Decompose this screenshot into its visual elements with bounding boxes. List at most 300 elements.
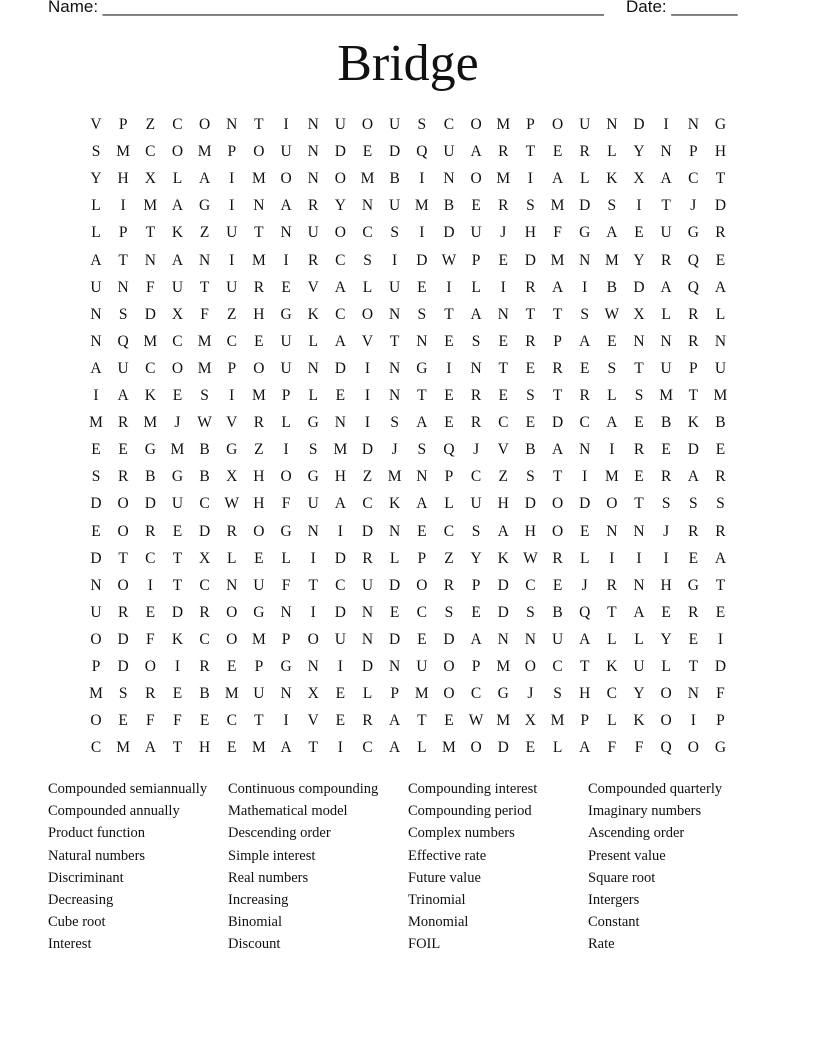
grid-letter[interactable]: T <box>308 739 318 757</box>
grid-letter[interactable]: R <box>145 685 156 703</box>
grid-letter[interactable]: N <box>280 603 292 621</box>
grid-letter[interactable]: M <box>170 441 185 459</box>
grid-letter[interactable]: F <box>145 630 155 648</box>
grid-letter[interactable]: A <box>660 170 672 188</box>
grid-letter[interactable]: G <box>280 658 292 675</box>
grid-letter[interactable]: L <box>91 197 101 215</box>
grid-letter[interactable]: S <box>553 685 562 703</box>
grid-letter[interactable]: D <box>714 658 727 675</box>
grid-letter[interactable]: H <box>714 143 727 161</box>
grid-letter[interactable]: V <box>307 278 319 296</box>
grid-letter[interactable]: O <box>334 224 346 242</box>
grid-letter[interactable]: A <box>389 712 401 730</box>
grid-letter[interactable]: G <box>416 359 428 377</box>
grid-letter[interactable]: O <box>90 712 102 730</box>
grid-letter[interactable]: I <box>364 414 371 432</box>
grid-letter[interactable]: N <box>633 332 645 350</box>
grid-letter[interactable]: I <box>229 170 235 188</box>
grid-letter[interactable]: G <box>687 224 699 242</box>
grid-letter[interactable]: R <box>525 332 536 350</box>
grid-letter[interactable]: A <box>579 739 591 757</box>
grid-letter[interactable]: N <box>117 278 129 296</box>
date-field-label[interactable]: Date: _______ <box>626 0 738 16</box>
grid-letter[interactable]: E <box>688 549 699 567</box>
grid-letter[interactable]: Y <box>470 549 482 567</box>
grid-letter[interactable]: M <box>333 441 348 459</box>
grid-letter[interactable]: Y <box>334 197 346 215</box>
grid-letter[interactable]: D <box>117 658 129 675</box>
grid-letter[interactable]: T <box>308 576 318 594</box>
grid-letter[interactable]: C <box>90 739 102 757</box>
grid-letter[interactable]: I <box>419 224 425 242</box>
grid-letter[interactable]: O <box>117 522 129 540</box>
grid-letter[interactable]: P <box>444 468 454 486</box>
grid-letter[interactable]: O <box>443 658 455 675</box>
grid-letter[interactable]: E <box>661 441 671 459</box>
grid-letter[interactable]: N <box>307 170 319 188</box>
grid-letter[interactable]: S <box>118 685 128 703</box>
grid-letter[interactable]: N <box>443 170 455 188</box>
grid-letter[interactable]: R <box>660 251 672 269</box>
grid-letter[interactable]: U <box>551 630 564 648</box>
grid-letter[interactable]: M <box>251 630 266 648</box>
grid-letter[interactable]: D <box>361 441 374 459</box>
grid-letter[interactable]: B <box>715 414 726 432</box>
grid-letter[interactable]: E <box>362 143 373 161</box>
grid-letter[interactable]: G <box>280 522 292 540</box>
grid-letter[interactable]: M <box>143 332 158 350</box>
grid-letter[interactable]: C <box>226 332 237 350</box>
grid-letter[interactable]: O <box>470 116 482 133</box>
grid-letter[interactable]: M <box>251 170 266 188</box>
grid-letter[interactable]: F <box>553 224 562 242</box>
grid-letter[interactable]: D <box>524 251 536 269</box>
grid-letter[interactable]: R <box>715 224 726 242</box>
grid-letter[interactable]: C <box>226 712 237 730</box>
grid-letter[interactable]: B <box>660 414 672 432</box>
grid-letter[interactable]: T <box>389 332 400 350</box>
grid-letter[interactable]: P <box>471 658 481 675</box>
grid-letter[interactable]: P <box>417 549 427 567</box>
grid-letter[interactable]: T <box>254 712 264 730</box>
grid-letter[interactable]: S <box>688 495 698 513</box>
grid-letter[interactable]: N <box>389 522 401 540</box>
grid-letter[interactable]: O <box>253 143 265 161</box>
grid-letter[interactable]: E <box>498 251 508 269</box>
grid-letter[interactable]: U <box>361 576 374 594</box>
grid-letter[interactable]: E <box>335 387 346 404</box>
grid-letter[interactable]: P <box>553 332 562 350</box>
grid-letter[interactable]: N <box>90 576 102 594</box>
grid-letter[interactable]: H <box>198 739 211 757</box>
grid-letter[interactable]: L <box>308 332 318 350</box>
grid-letter[interactable]: I <box>717 630 724 648</box>
grid-letter[interactable]: U <box>660 224 672 242</box>
grid-letter[interactable]: G <box>497 685 509 703</box>
grid-letter[interactable]: O <box>171 359 184 377</box>
grid-letter[interactable]: N <box>714 332 727 350</box>
grid-letter[interactable]: N <box>198 251 211 269</box>
grid-letter[interactable]: O <box>660 712 672 730</box>
grid-letter[interactable]: Z <box>444 549 454 567</box>
grid-letter[interactable]: L <box>172 170 183 188</box>
grid-letter[interactable]: C <box>688 170 699 188</box>
grid-letter[interactable]: F <box>145 278 155 296</box>
grid-letter[interactable]: S <box>471 332 481 350</box>
grid-letter[interactable]: O <box>551 495 564 513</box>
grid-letter[interactable]: U <box>633 658 645 675</box>
grid-letter[interactable]: A <box>280 197 292 215</box>
grid-letter[interactable]: N <box>687 685 699 703</box>
grid-letter[interactable]: A <box>606 414 618 432</box>
grid-letter[interactable]: B <box>552 603 563 621</box>
grid-letter[interactable]: H <box>253 495 265 513</box>
grid-letter[interactable]: Q <box>443 441 455 459</box>
grid-letter[interactable]: R <box>525 278 536 296</box>
grid-letter[interactable]: U <box>389 197 401 215</box>
grid-letter[interactable]: Z <box>145 116 156 133</box>
grid-letter[interactable]: D <box>171 603 184 621</box>
grid-letter[interactable]: G <box>714 739 727 757</box>
grid-letter[interactable]: V <box>497 441 509 459</box>
grid-letter[interactable]: I <box>283 712 289 730</box>
grid-letter[interactable]: F <box>281 576 291 594</box>
grid-letter[interactable]: R <box>606 576 618 594</box>
grid-letter[interactable]: N <box>579 251 591 269</box>
grid-letter[interactable]: U <box>307 224 319 242</box>
grid-letter[interactable]: N <box>226 576 238 594</box>
grid-letter[interactable]: W <box>468 712 484 730</box>
grid-letter[interactable]: E <box>661 603 671 621</box>
grid-letter[interactable]: N <box>307 359 319 377</box>
grid-letter[interactable]: E <box>525 359 536 377</box>
grid-letter[interactable]: K <box>606 170 618 188</box>
grid-letter[interactable]: G <box>714 116 727 133</box>
grid-letter[interactable]: I <box>93 387 99 404</box>
grid-letter[interactable]: R <box>253 414 265 432</box>
grid-letter[interactable]: N <box>90 332 102 350</box>
grid-letter[interactable]: N <box>361 630 374 648</box>
grid-letter[interactable]: R <box>498 143 509 161</box>
grid-letter[interactable]: N <box>470 359 482 377</box>
grid-letter[interactable]: Z <box>227 305 237 323</box>
grid-letter[interactable]: T <box>688 658 699 675</box>
grid-letter[interactable]: S <box>607 197 617 215</box>
grid-letter[interactable]: J <box>663 522 670 540</box>
grid-letter[interactable]: U <box>416 658 428 675</box>
grid-letter[interactable]: L <box>417 739 427 757</box>
grid-letter[interactable]: K <box>606 658 618 675</box>
grid-letter[interactable]: E <box>688 630 699 648</box>
grid-letter[interactable]: U <box>470 495 482 513</box>
grid-letter[interactable]: I <box>663 549 669 567</box>
grid-letter[interactable]: E <box>417 522 427 540</box>
grid-letter[interactable]: T <box>172 549 183 567</box>
grid-letter[interactable]: T <box>525 143 536 161</box>
grid-letter[interactable]: T <box>607 603 617 621</box>
grid-letter[interactable]: S <box>417 305 427 323</box>
grid-letter[interactable]: T <box>118 251 128 269</box>
grid-letter[interactable]: M <box>414 197 429 215</box>
grid-letter[interactable]: N <box>389 658 401 675</box>
grid-letter[interactable]: B <box>199 441 210 459</box>
grid-letter[interactable]: O <box>443 685 455 703</box>
grid-letter[interactable]: L <box>661 658 671 675</box>
grid-letter[interactable]: D <box>334 359 346 377</box>
grid-letter[interactable]: O <box>551 116 564 133</box>
grid-letter[interactable]: P <box>390 685 399 703</box>
grid-letter[interactable]: O <box>117 495 129 513</box>
grid-letter[interactable]: U <box>660 359 672 377</box>
grid-letter[interactable]: E <box>172 387 183 404</box>
grid-letter[interactable]: T <box>145 224 156 242</box>
grid-letter[interactable]: H <box>579 685 591 703</box>
grid-letter[interactable]: C <box>199 495 210 513</box>
grid-letter[interactable]: N <box>389 387 401 404</box>
grid-letter[interactable]: R <box>688 603 699 621</box>
grid-letter[interactable]: E <box>227 739 237 757</box>
grid-letter[interactable]: M <box>251 739 266 757</box>
grid-letter[interactable]: S <box>471 522 481 540</box>
grid-letter[interactable]: I <box>174 658 181 675</box>
grid-letter[interactable]: I <box>283 116 289 133</box>
grid-letter[interactable]: E <box>335 712 346 730</box>
grid-letter[interactable]: O <box>606 495 618 513</box>
grid-letter[interactable]: U <box>470 224 482 242</box>
grid-letter[interactable]: P <box>281 387 291 404</box>
grid-letter[interactable]: T <box>417 712 427 730</box>
grid-letter[interactable]: M <box>496 658 511 675</box>
grid-letter[interactable]: N <box>280 685 292 703</box>
grid-letter[interactable]: L <box>281 414 291 432</box>
grid-letter[interactable]: I <box>364 387 371 404</box>
grid-letter[interactable]: C <box>335 305 346 323</box>
grid-letter[interactable]: O <box>226 630 238 648</box>
grid-letter[interactable]: Z <box>254 441 264 459</box>
grid-letter[interactable]: I <box>636 549 642 567</box>
grid-letter[interactable]: O <box>253 522 265 540</box>
grid-letter[interactable]: J <box>473 441 480 459</box>
grid-letter[interactable]: N <box>497 630 509 648</box>
grid-letter[interactable]: D <box>633 278 645 296</box>
grid-letter[interactable]: O <box>117 576 129 594</box>
grid-letter[interactable]: K <box>389 495 401 513</box>
grid-letter[interactable]: X <box>171 305 184 323</box>
grid-letter[interactable]: C <box>498 414 509 432</box>
grid-letter[interactable]: R <box>253 278 265 296</box>
grid-letter[interactable]: N <box>307 143 319 161</box>
grid-letter[interactable]: H <box>524 224 536 242</box>
grid-letter[interactable]: A <box>714 278 727 296</box>
grid-letter[interactable]: A <box>470 630 482 648</box>
grid-letter[interactable]: T <box>254 116 264 133</box>
grid-letter[interactable]: L <box>362 685 373 703</box>
grid-letter[interactable]: C <box>335 576 346 594</box>
grid-letter[interactable]: Q <box>660 739 672 757</box>
grid-letter[interactable]: M <box>442 739 456 757</box>
grid-letter[interactable]: M <box>550 197 565 215</box>
grid-letter[interactable]: L <box>389 549 400 567</box>
grid-letter[interactable]: R <box>579 143 590 161</box>
grid-letter[interactable]: D <box>443 224 455 242</box>
grid-letter[interactable]: M <box>414 685 429 703</box>
grid-letter[interactable]: T <box>715 576 726 594</box>
grid-letter[interactable]: U <box>280 332 292 350</box>
grid-letter[interactable]: N <box>606 522 618 540</box>
grid-letter[interactable]: I <box>283 251 289 269</box>
grid-letter[interactable]: E <box>552 143 563 161</box>
grid-letter[interactable]: R <box>688 522 699 540</box>
grid-letter[interactable]: L <box>91 224 101 242</box>
grid-letter[interactable]: R <box>443 576 455 594</box>
grid-letter[interactable]: E <box>254 332 264 350</box>
grid-letter[interactable]: F <box>607 739 617 757</box>
grid-letter[interactable]: N <box>687 116 699 133</box>
grid-letter[interactable]: T <box>552 468 563 486</box>
grid-letter[interactable]: S <box>716 495 725 513</box>
grid-letter[interactable]: O <box>226 603 238 621</box>
grid-letter[interactable]: K <box>144 387 156 404</box>
grid-letter[interactable]: R <box>552 549 563 567</box>
grid-letter[interactable]: P <box>688 359 698 377</box>
grid-letter[interactable]: Q <box>117 332 129 350</box>
grid-letter[interactable]: F <box>716 685 725 703</box>
grid-letter[interactable]: H <box>497 495 509 513</box>
grid-letter[interactable]: H <box>253 468 265 486</box>
grid-letter[interactable]: M <box>713 387 728 404</box>
grid-letter[interactable]: P <box>526 116 535 133</box>
grid-letter[interactable]: D <box>334 603 346 621</box>
grid-letter[interactable]: L <box>634 630 644 648</box>
grid-letter[interactable]: L <box>607 143 617 161</box>
grid-letter[interactable]: I <box>337 522 343 540</box>
grid-letter[interactable]: M <box>116 143 131 161</box>
grid-letter[interactable]: M <box>496 712 511 730</box>
grid-letter[interactable]: E <box>118 712 128 730</box>
grid-letter[interactable]: V <box>361 332 374 350</box>
grid-letter[interactable]: E <box>634 468 644 486</box>
grid-letter[interactable]: H <box>253 305 265 323</box>
grid-letter[interactable]: C <box>145 549 156 567</box>
grid-letter[interactable]: U <box>389 116 401 133</box>
grid-letter[interactable]: U <box>443 143 455 161</box>
grid-letter[interactable]: P <box>716 712 725 730</box>
grid-letter[interactable]: D <box>443 630 455 648</box>
grid-letter[interactable]: U <box>334 630 346 648</box>
grid-letter[interactable]: O <box>416 576 428 594</box>
grid-letter[interactable]: J <box>500 224 507 242</box>
grid-letter[interactable]: D <box>579 495 591 513</box>
grid-letter[interactable]: P <box>118 116 128 133</box>
grid-letter[interactable]: Z <box>498 468 508 486</box>
grid-letter[interactable]: B <box>199 468 210 486</box>
grid-letter[interactable]: A <box>497 522 509 540</box>
grid-letter[interactable]: E <box>498 387 508 404</box>
grid-letter[interactable]: B <box>389 170 400 188</box>
grid-letter[interactable]: N <box>633 522 645 540</box>
grid-letter[interactable]: M <box>89 685 103 703</box>
grid-letter[interactable]: J <box>174 414 181 432</box>
grid-letter[interactable]: O <box>551 522 564 540</box>
grid-letter[interactable]: K <box>307 305 319 323</box>
grid-letter[interactable]: P <box>688 143 698 161</box>
grid-letter[interactable]: X <box>144 170 156 188</box>
grid-letter[interactable]: S <box>200 387 209 404</box>
grid-letter[interactable]: I <box>582 278 588 296</box>
grid-letter[interactable]: A <box>551 441 564 459</box>
grid-letter[interactable]: C <box>470 468 482 486</box>
grid-letter[interactable]: X <box>524 712 536 730</box>
grid-letter[interactable]: R <box>688 305 699 323</box>
grid-letter[interactable]: U <box>171 495 184 513</box>
grid-letter[interactable]: C <box>606 685 618 703</box>
grid-letter[interactable]: N <box>416 468 428 486</box>
grid-letter[interactable]: D <box>144 305 156 323</box>
grid-letter[interactable]: A <box>144 739 156 757</box>
grid-letter[interactable]: A <box>470 143 482 161</box>
grid-letter[interactable]: N <box>307 522 319 540</box>
grid-letter[interactable]: E <box>525 739 536 757</box>
grid-letter[interactable]: M <box>496 116 511 133</box>
grid-letter[interactable]: E <box>281 278 291 296</box>
grid-letter[interactable]: Z <box>362 468 373 486</box>
grid-letter[interactable]: R <box>498 197 509 215</box>
grid-letter[interactable]: M <box>251 251 266 269</box>
grid-letter[interactable]: E <box>715 603 726 621</box>
grid-letter[interactable]: L <box>227 549 237 567</box>
grid-letter[interactable]: E <box>389 603 400 621</box>
grid-letter[interactable]: O <box>361 116 374 133</box>
grid-letter[interactable]: M <box>387 468 402 486</box>
grid-letter[interactable]: L <box>362 278 373 296</box>
grid-letter[interactable]: L <box>607 387 617 404</box>
grid-letter[interactable]: O <box>171 143 184 161</box>
grid-letter[interactable]: G <box>307 414 319 432</box>
grid-letter[interactable]: U <box>253 685 265 703</box>
grid-letter[interactable]: K <box>633 712 645 730</box>
grid-letter[interactable]: F <box>634 739 644 757</box>
grid-letter[interactable]: S <box>91 468 101 486</box>
grid-letter[interactable]: O <box>307 630 319 648</box>
grid-letter[interactable]: U <box>389 278 401 296</box>
grid-letter[interactable]: R <box>579 387 590 404</box>
grid-letter[interactable]: T <box>525 305 536 323</box>
grid-letter[interactable]: O <box>687 739 699 757</box>
grid-letter[interactable]: T <box>688 387 699 404</box>
grid-letter[interactable]: N <box>660 143 672 161</box>
grid-letter[interactable]: R <box>362 549 373 567</box>
grid-letter[interactable]: R <box>308 251 319 269</box>
grid-letter[interactable]: F <box>145 712 155 730</box>
grid-letter[interactable]: E <box>634 414 644 432</box>
grid-letter[interactable]: M <box>197 332 212 350</box>
grid-letter[interactable]: M <box>197 359 212 377</box>
grid-letter[interactable]: P <box>471 251 481 269</box>
grid-letter[interactable]: O <box>524 658 536 675</box>
grid-letter[interactable]: W <box>523 549 538 567</box>
grid-letter[interactable]: R <box>470 387 482 404</box>
grid-letter[interactable]: U <box>253 576 265 594</box>
grid-letter[interactable]: D <box>198 522 211 540</box>
grid-letter[interactable]: A <box>389 739 401 757</box>
grid-letter[interactable]: R <box>308 197 319 215</box>
grid-letter[interactable]: N <box>389 359 401 377</box>
grid-letter[interactable]: T <box>552 387 563 404</box>
grid-letter[interactable]: U <box>226 278 238 296</box>
grid-letter[interactable]: R <box>145 522 156 540</box>
grid-letter[interactable]: E <box>444 387 454 404</box>
grid-letter[interactable]: A <box>198 170 211 188</box>
